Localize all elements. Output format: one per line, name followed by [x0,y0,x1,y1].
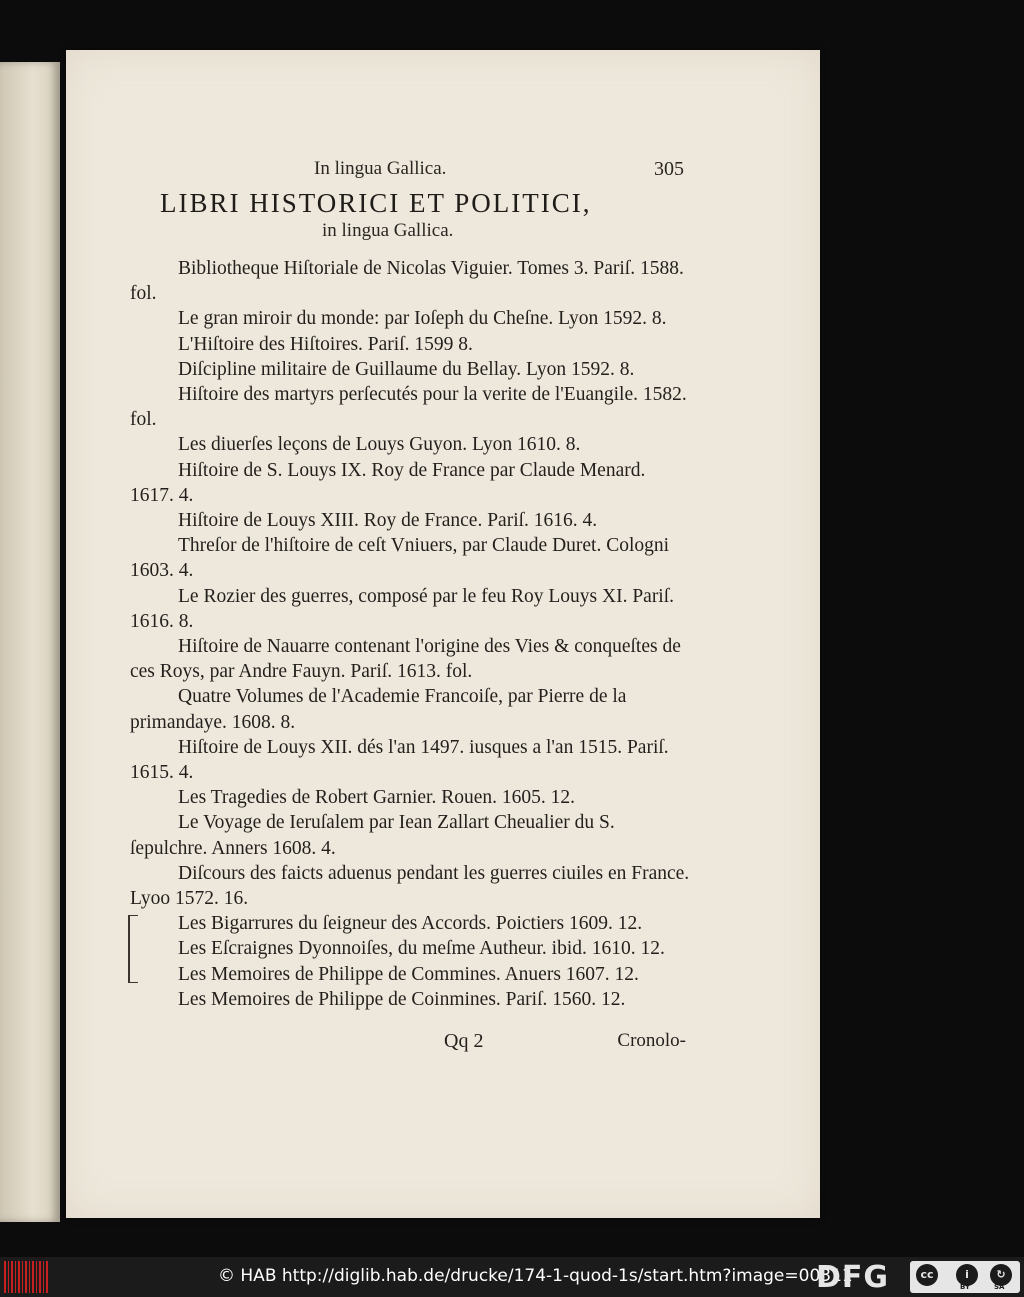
list-item: Le Rozier des guerres, composé par le feu Roy Louys XI. Pariſ. 1616. 8. [130,585,675,632]
facing-page-edge [0,62,60,1222]
bibliography-list [130,256,694,1012]
list-item: Les Memoires de Philippe de Coinmines. Pariſ. 1560. 12. [178,988,626,1010]
list-item: Les diuerſes leçons de Louys Guyon. Lyon 1610. 8. [178,434,581,456]
running-head: In lingua Gallica. [314,158,447,179]
list-item: Les Memoires de Philippe de Commines. Anuers 1607. 12. [178,963,639,985]
section-subtitle: in lingua Gallica. [322,220,454,241]
catchword: Cronolo- [617,1030,686,1051]
cc-license-badge[interactable] [910,1261,1020,1293]
book-page [66,50,820,1218]
list-item: Bibliotheque Hiſtoriale de Nicolas Viguier. Tomes 3. Pariſ. 1588. fol. [130,258,684,305]
list-item: Les Tragedies de Robert Garnier. Rouen. 1605. 12. [178,787,575,809]
list-item: Hiſtoire des martyrs perſecutés pour la verite de l'Euangile. 1582. fol. [130,384,687,431]
list-item: Hiſtoire de Nauarre contenant l'origine des Vies & conqueſtes de ces Roys, par Andre Fauyn. Pariſ. 1613. fol. [130,636,681,683]
viewer-footer [0,1257,1024,1297]
by-person-icon: i [956,1264,978,1286]
cc-icon: cc [916,1264,938,1286]
list-item: Threſor de l'hiſtoire de ceſt Vniuers, par Claude Duret. Cologni 1603. 4. [130,535,670,582]
brace-mark [128,915,138,983]
signature-mark: Qq 2 [444,1030,484,1052]
page-number: 305 [654,158,684,180]
hab-barcode-icon [4,1261,48,1293]
list-item: Le Voyage de Ieruſalem par Iean Zallart Cheualier du S. ſepulchre. Anners 1608. 4. [130,812,615,859]
list-item: Les Bigarrures du ſeigneur des Accords. Poictiers 1609. 12. [178,913,643,935]
list-item: Quatre Volumes de l'Academie Francoiſe, par Pierre de la primandaye. 1608. 8. [130,686,627,733]
list-item: Diſcipline militaire de Guillaume du Bellay. Lyon 1592. 8. [178,358,635,380]
list-item: L'Hiſtoire des Hiſtoires. Pariſ. 1599 8. [178,333,473,355]
copyright-link[interactable]: © HAB http://diglib.hab.de/drucke/174-1-quod-1s/start.htm?image=00311 [218,1266,853,1286]
section-title: LIBRI HISTORICI ET POLITICI, [160,188,592,218]
dfg-logo: DFG [816,1260,890,1295]
cc-sa-label: SA [994,1283,1005,1291]
list-item: Hiſtoire de Louys XIII. Roy de France. Pariſ. 1616. 4. [178,510,598,532]
bracketed-entries [130,911,694,961]
cc-by-label: BY [960,1283,971,1291]
list-item: Le gran miroir du monde: par Ioſeph du Cheſne. Lyon 1592. 8. [178,308,667,330]
list-item: Diſcours des faicts aduenus pendant les guerres ciuiles en France. Lyoo 1572. 16. [130,862,690,910]
list-item: Hiſtoire de Louys XII. dés l'an 1497. iusques a l'an 1515. Pariſ. 1615. 4. [130,736,669,784]
list-item: Les Eſcraignes Dyonnoiſes, du meſme Autheur. ibid. 1610. 12. [178,938,665,960]
list-item: Hiſtoire de S. Louys IX. Roy de France par Claude Menard. 1617. 4. [130,459,646,506]
share-alike-icon: ↻ [990,1264,1012,1286]
